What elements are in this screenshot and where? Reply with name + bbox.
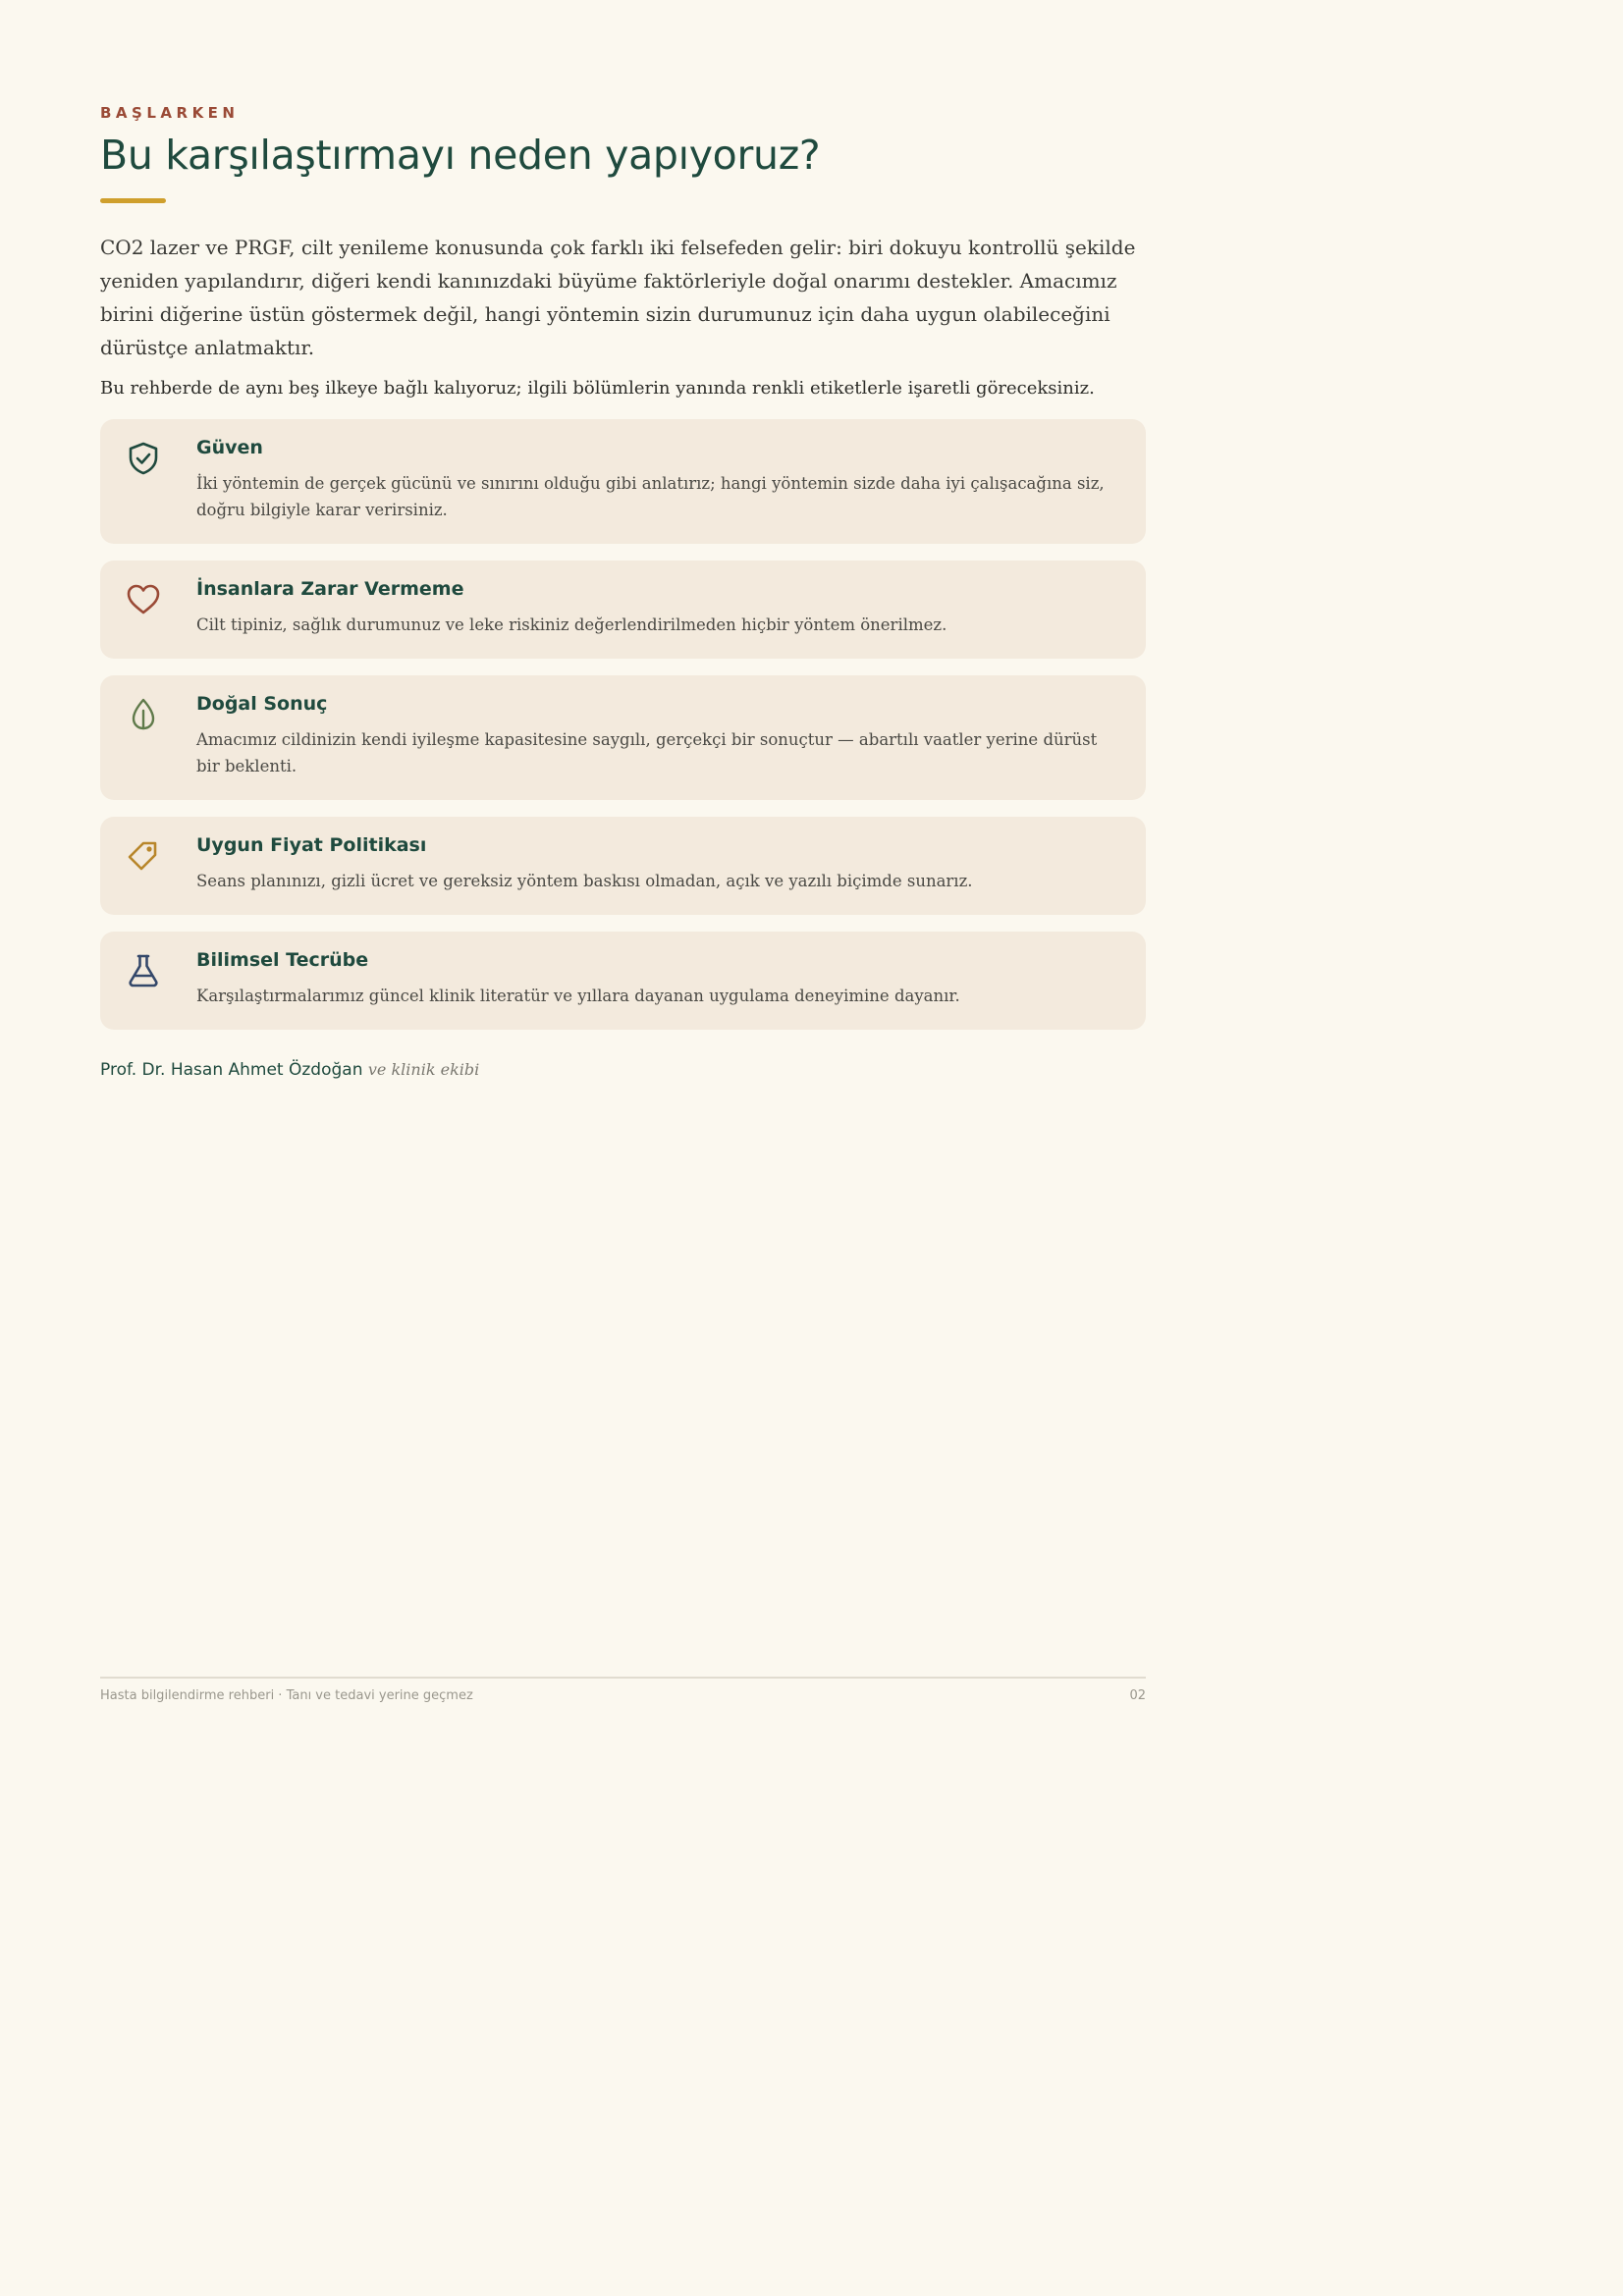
principle-title: Doğal Sonuç [196, 693, 328, 715]
section-eyebrow: BAŞLARKEN [100, 104, 240, 122]
footer-divider [100, 1677, 1146, 1679]
lead-paragraph: Bu rehberde de aynı beş ilkeye bağlı kalıyoruz; ilgili bölümlerin yanında renkli etiketlerle işaretli göreceksiniz. [100, 378, 1095, 399]
title-underline [100, 198, 166, 203]
intro-paragraph: CO2 lazer ve PRGF, cilt yenileme konusunda çok farklı iki felsefeden gelir: biri dokuyu kontrollü şekilde yeniden yapılandırır, diğeri kendi kanınızdaki büyüme faktörleriyle doğal onarımı destekler. Amacımız birini diğerine üstün göstermek değil, hangi yöntemin sizin durumunuz için daha uygun olabileceğini dürüstçe anlatmaktır. [100, 236, 1136, 359]
principle-title: Bilimsel Tecrübe [196, 949, 369, 971]
principle-description: Seans planınızı, gizli ücret ve gereksiz yöntem baskısı olmadan, açık ve yazılı biçimde sunarız. [196, 872, 973, 890]
price-tag-icon [124, 836, 163, 876]
principle-description: Karşılaştırmalarımız güncel klinik literatür ve yıllara dayanan uygulama deneyimine dayanır. [196, 987, 960, 1005]
leaf-icon [124, 695, 163, 734]
principle-title: Uygun Fiyat Politikası [196, 834, 427, 856]
signature [100, 1060, 479, 1080]
principle-title: Güven [196, 437, 263, 458]
shield-check-icon [124, 439, 163, 478]
principle-card-fiyat [100, 817, 1146, 915]
principle-description: Cilt tipiniz, sağlık durumunuz ve leke riskiniz değerlendirilmeden hiçbir yöntem önerilmez. [196, 615, 947, 634]
principle-card-dogal-sonuc [100, 675, 1146, 800]
principle-card-zarar-vermeme [100, 561, 1146, 659]
author-role: ve klinik ekibi [367, 1060, 480, 1079]
author-name: Prof. Dr. Hasan Ahmet Özdoğan [100, 1060, 363, 1080]
flask-icon [124, 951, 163, 990]
principle-card-guven [100, 419, 1146, 544]
page-title: Bu karşılaştırmayı neden yapıyoruz? [100, 132, 821, 179]
principle-description: Amacımız cildinizin kendi iyileşme kapasitesine saygılı, gerçekçi bir sonuçtur — abartılı vaatler yerine dürüst bir beklenti. [196, 730, 1098, 775]
principle-description: İki yöntemin de gerçek gücünü ve sınırını olduğu gibi anlatırız; hangi yöntemin sizde daha iyi çalışacağına siz, doğru bilgiyle karar verirsiniz. [196, 474, 1105, 519]
heart-icon [124, 580, 163, 619]
principle-card-bilimsel [100, 932, 1146, 1030]
page-number: 02 [1129, 1688, 1146, 1703]
footer-note: Hasta bilgilendirme rehberi · Tanı ve tedavi yerine geçmez [100, 1688, 473, 1703]
principle-title: İnsanlara Zarar Vermeme [196, 578, 464, 600]
